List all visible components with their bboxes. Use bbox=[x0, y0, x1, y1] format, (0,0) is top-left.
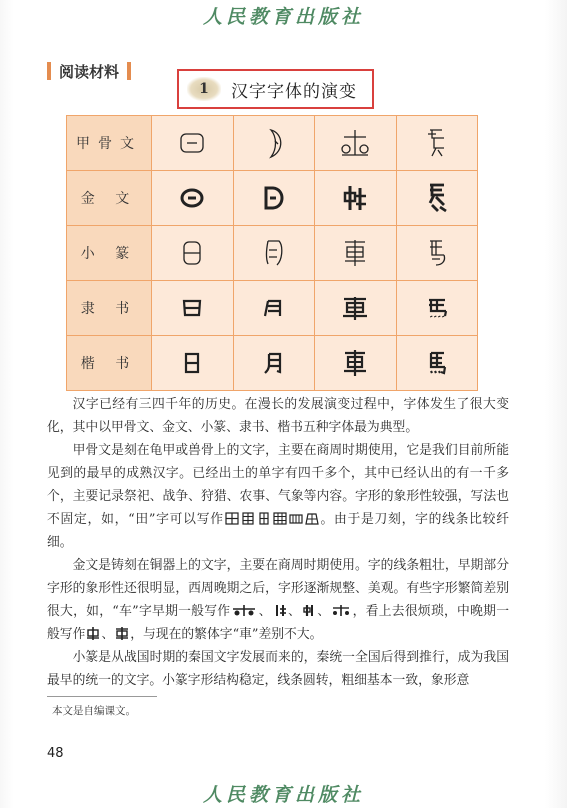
field-variant-glyph bbox=[305, 512, 319, 525]
paragraph-small-seal: 小篆是从战国时期的秦国文字发展而来的，秦统一全国后得到推行，成为我国最早的统一的文字。小篆字形结构稳定，线条圆转，粗细基本一致，象形意 bbox=[47, 650, 509, 688]
footnote: 本文是自编课文。 bbox=[52, 705, 136, 717]
table-row bbox=[67, 116, 478, 171]
oracle-cart-glyph bbox=[315, 116, 397, 171]
cart-late-glyphs: 、 bbox=[85, 627, 130, 642]
section-tag-label: 阅读材料 bbox=[59, 62, 120, 81]
cart-early-glyph bbox=[302, 604, 316, 617]
field-variant-glyphs bbox=[224, 512, 320, 527]
table-row bbox=[67, 171, 478, 226]
row-label-oracle: 甲骨文 bbox=[67, 116, 152, 171]
publisher-header: 人民教育出版社 bbox=[202, 6, 364, 28]
bronze-cart-glyph bbox=[315, 171, 397, 226]
table-row bbox=[67, 281, 478, 336]
footnote-divider bbox=[47, 696, 157, 697]
title-number-badge bbox=[187, 77, 221, 101]
regular-horse-glyph bbox=[396, 336, 478, 391]
regular-moon-glyph bbox=[233, 336, 315, 391]
field-variant-glyph bbox=[241, 512, 255, 525]
bronze-horse-glyph bbox=[396, 171, 478, 226]
oracle-moon-glyph bbox=[233, 116, 315, 171]
row-label-small-seal: 小 篆 bbox=[67, 226, 152, 281]
bronze-moon-glyph bbox=[233, 171, 315, 226]
paragraph-intro: 汉字已经有三四千年的历史。在漫长的发展演变过程中，字体发生了很大变化，其中以甲骨文、金文、小篆、隶书、楷书五种字体最为典型。 bbox=[47, 397, 509, 435]
field-variant-glyph bbox=[225, 512, 239, 525]
cart-early-glyph bbox=[273, 604, 287, 617]
cart-late-glyph bbox=[86, 627, 100, 640]
table-row bbox=[67, 226, 478, 281]
clerical-cart-glyph bbox=[315, 281, 397, 336]
tag-bar-left bbox=[47, 62, 51, 80]
tag-bar-right bbox=[127, 62, 131, 80]
page-number: 48 bbox=[47, 746, 64, 761]
regular-sun-glyph bbox=[152, 336, 234, 391]
bronze-sun-glyph bbox=[152, 171, 234, 226]
article-title-box bbox=[177, 69, 374, 109]
paragraph-bronze bbox=[47, 554, 509, 646]
oracle-sun-glyph bbox=[152, 116, 234, 171]
paragraph-bronze-text: 金文是铸刻在铜器上的文字，主要在商周时期使用。字的线条粗壮，早期部分字形的象形性还很明显，西周晚期之后，字形逐渐规整、美观。有些字形繁简差别很大，如，“车”字早期一般写作 bbox=[47, 558, 509, 619]
row-label-bronze: 金 文 bbox=[67, 171, 152, 226]
seal-cart-glyph bbox=[315, 226, 397, 281]
paragraph-bronze-tail: ，与现在的繁体字“車”差别不大。 bbox=[130, 627, 323, 642]
cart-early-glyph bbox=[231, 604, 257, 617]
seal-sun-glyph bbox=[152, 226, 234, 281]
title-number: 1 bbox=[199, 81, 209, 97]
clerical-moon-glyph bbox=[233, 281, 315, 336]
oracle-horse-glyph bbox=[396, 116, 478, 171]
field-variant-glyph bbox=[289, 512, 303, 525]
seal-moon-glyph bbox=[233, 226, 315, 281]
paragraph-oracle-text: 甲骨文是刻在龟甲或兽骨上的文字，主要在商周时期使用，它是我们目前所能见到的最早的成熟汉字。已经出土的单字有四千多个，其中已经认出的有一千多个，主要记录祭祀、战争、狩猎、农事、气象等内容。字形的象形性较强，写法也不固定，如，“田”字可以写作 bbox=[47, 443, 509, 527]
field-variant-glyph bbox=[257, 512, 271, 525]
paragraph-oracle bbox=[47, 439, 509, 554]
clerical-sun-glyph bbox=[152, 281, 234, 336]
table-row bbox=[67, 336, 478, 391]
article-title: 汉字字体的演变 bbox=[231, 81, 357, 102]
publisher-footer: 人民教育出版社 bbox=[202, 784, 364, 806]
cart-late-glyph bbox=[115, 627, 129, 640]
cart-early-glyph bbox=[331, 604, 351, 617]
field-variant-glyph bbox=[273, 512, 287, 525]
seal-horse-glyph bbox=[396, 226, 478, 281]
clerical-horse-glyph bbox=[396, 281, 478, 336]
paragraph-bronze-middle: ，看上去很烦琐，中晚期一般写作 bbox=[47, 604, 510, 642]
section-tag bbox=[47, 60, 131, 82]
row-label-regular: 楷 书 bbox=[67, 336, 152, 391]
paragraph-oracle-tail: 。由于是刀刻，字的线条比较纤细。 bbox=[47, 512, 510, 550]
row-label-clerical: 隶 书 bbox=[67, 281, 152, 336]
cart-early-glyphs: 、 、 、 bbox=[230, 604, 352, 619]
article-body bbox=[47, 393, 509, 692]
regular-cart-glyph bbox=[315, 336, 397, 391]
script-evolution-table bbox=[66, 115, 478, 391]
